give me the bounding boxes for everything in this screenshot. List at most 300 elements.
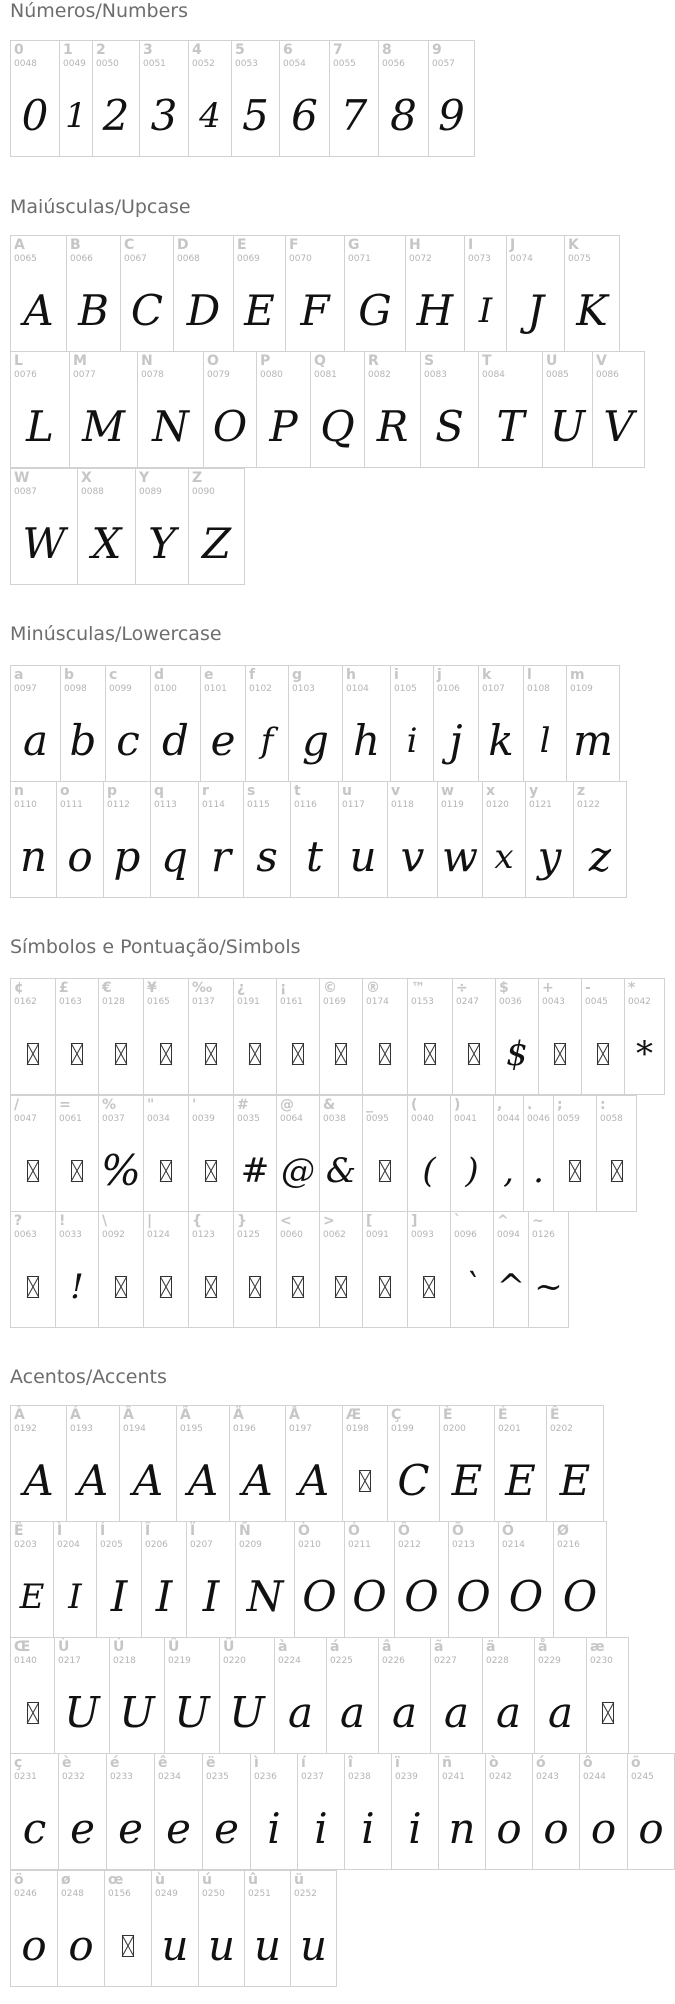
glyph-sample: d xyxy=(162,716,189,765)
character-label: p xyxy=(107,783,118,799)
character-code: 0121 xyxy=(529,800,552,810)
glyph-sample: o xyxy=(543,1804,569,1853)
glyph-cell xyxy=(581,978,625,1095)
character-code: 0050 xyxy=(96,59,119,69)
glyph-cell xyxy=(319,978,363,1095)
glyph-sample: z xyxy=(588,832,612,881)
character-label: > xyxy=(323,1213,335,1229)
glyph-cell xyxy=(391,1753,439,1870)
glyph-sample: a xyxy=(495,1688,522,1737)
glyph-sample: 7 xyxy=(340,91,368,140)
character-label: q xyxy=(154,783,165,799)
character-code: 0102 xyxy=(249,684,272,694)
glyph-sample: C xyxy=(397,1456,430,1505)
glyph-cell xyxy=(344,235,406,352)
glyph-sample: i xyxy=(361,1804,375,1853)
glyph-cell xyxy=(525,781,574,898)
glyph-cell xyxy=(534,1637,587,1754)
glyph-sample: f xyxy=(260,721,274,761)
glyph-cell xyxy=(188,1095,234,1212)
character-label: ô xyxy=(583,1755,593,1771)
character-code: 0088 xyxy=(81,487,104,497)
glyph-sample: 8 xyxy=(390,91,417,140)
character-label: Î xyxy=(145,1523,151,1539)
glyph-cell xyxy=(77,468,136,585)
glyph-cell xyxy=(596,1095,637,1212)
glyph-cell xyxy=(10,1637,55,1754)
glyph-sample: & xyxy=(325,1151,357,1191)
character-code: 0199 xyxy=(391,1424,414,1434)
glyph-cell xyxy=(55,1211,99,1328)
character-code: 0224 xyxy=(278,1656,301,1666)
missing-glyph-icon xyxy=(408,1019,452,1089)
character-code: 0075 xyxy=(568,254,591,264)
character-code: 0044 xyxy=(497,1114,520,1124)
character-label: s xyxy=(247,783,256,799)
character-code: 0115 xyxy=(247,800,270,810)
character-code: 0195 xyxy=(180,1424,203,1434)
character-code: 0165 xyxy=(147,997,170,1007)
character-label: û xyxy=(248,1872,258,1888)
glyph-row xyxy=(10,1405,603,1522)
character-label: v xyxy=(391,783,401,799)
glyph-cell xyxy=(297,1753,345,1870)
glyph-sample: a xyxy=(22,716,49,765)
character-label: æ xyxy=(590,1639,605,1655)
section-title: Acentos/Accents xyxy=(10,1366,167,1388)
glyph-sample: P xyxy=(269,402,298,451)
character-label: 9 xyxy=(432,42,442,58)
glyph-sample: V xyxy=(603,402,634,451)
glyph-sample: e xyxy=(70,1804,95,1853)
glyph-sample: Y xyxy=(148,519,176,568)
glyph-sample: O xyxy=(302,1572,337,1621)
character-label: [ xyxy=(366,1213,373,1229)
character-code: 0198 xyxy=(346,1424,369,1434)
character-label: x xyxy=(486,783,496,799)
character-code: 0244 xyxy=(583,1772,606,1782)
character-code: 0104 xyxy=(346,684,369,694)
glyph-sample: I xyxy=(68,1577,82,1617)
glyph-cell xyxy=(542,351,593,468)
character-label: Ó xyxy=(348,1523,360,1539)
glyph-sample: A xyxy=(132,1456,164,1505)
character-code: 0163 xyxy=(59,997,82,1007)
missing-glyph-icon xyxy=(189,1252,233,1322)
missing-glyph-icon xyxy=(582,1019,624,1089)
character-label: j xyxy=(437,667,442,683)
character-code: 0056 xyxy=(382,59,405,69)
character-code: 0210 xyxy=(298,1540,321,1550)
character-label: Í xyxy=(100,1523,106,1539)
character-label: 3 xyxy=(143,42,153,58)
character-label: è xyxy=(62,1755,72,1771)
character-label: / xyxy=(14,1097,20,1113)
character-code: 0156 xyxy=(108,1889,131,1899)
glyph-sample: i xyxy=(406,721,418,761)
glyph-sample: O xyxy=(456,1572,491,1621)
glyph-cell xyxy=(10,665,61,782)
glyph-sample: 5 xyxy=(242,91,269,140)
glyph-cell xyxy=(438,1753,486,1870)
character-label: } xyxy=(237,1213,247,1229)
character-code: 0216 xyxy=(557,1540,580,1550)
glyph-cell xyxy=(378,1637,431,1754)
character-code: 0252 xyxy=(294,1889,317,1899)
missing-glyph-icon xyxy=(597,1136,636,1206)
glyph-row xyxy=(10,1211,568,1328)
glyph-sample: * xyxy=(636,1034,653,1074)
character-label: y xyxy=(529,783,539,799)
glyph-sample: j xyxy=(449,716,463,765)
glyph-sample: k xyxy=(488,716,514,765)
character-code: 0087 xyxy=(14,487,37,497)
character-code: 0123 xyxy=(192,1230,215,1240)
character-code: 0079 xyxy=(207,370,230,380)
glyph-sample: a xyxy=(391,1688,418,1737)
character-code: 0035 xyxy=(237,1114,260,1124)
glyph-row xyxy=(10,351,644,468)
glyph-cell xyxy=(274,1637,327,1754)
character-code: 0101 xyxy=(204,684,227,694)
character-code: 0214 xyxy=(502,1540,525,1550)
glyph-sample: A xyxy=(298,1456,330,1505)
glyph-sample: o xyxy=(68,1921,94,1970)
character-label: 1 xyxy=(63,42,73,58)
glyph-cell xyxy=(478,351,543,468)
missing-glyph-icon xyxy=(453,1019,495,1089)
character-code: 0094 xyxy=(497,1230,520,1240)
character-label: Û xyxy=(168,1639,180,1655)
glyph-sample: h xyxy=(352,716,381,765)
character-label: ` xyxy=(454,1213,461,1229)
character-code: 0218 xyxy=(113,1656,136,1666)
character-code: 0225 xyxy=(330,1656,353,1666)
character-label: , xyxy=(497,1097,503,1113)
glyph-cell xyxy=(143,978,189,1095)
character-code: 0194 xyxy=(123,1424,146,1434)
glyph-sample: n xyxy=(448,1804,476,1853)
character-label: b xyxy=(64,667,75,683)
glyph-cell xyxy=(188,1211,234,1328)
glyph-cell xyxy=(10,1211,56,1328)
glyph-cell xyxy=(188,978,234,1095)
glyph-sample: n xyxy=(19,832,48,881)
glyph-cell xyxy=(566,665,620,782)
character-label: z xyxy=(577,783,586,799)
character-code: 0231 xyxy=(14,1772,37,1782)
glyph-sample: O xyxy=(212,402,248,451)
glyph-sample: b xyxy=(69,716,97,765)
glyph-cell xyxy=(250,1753,298,1870)
glyph-sample: e xyxy=(166,1804,191,1853)
glyph-sample: o xyxy=(496,1804,522,1853)
character-label: ê xyxy=(158,1755,168,1771)
glyph-cell xyxy=(151,1870,199,1987)
character-code: 0125 xyxy=(237,1230,260,1240)
character-code: 0091 xyxy=(366,1230,389,1240)
character-code: 0117 xyxy=(342,800,365,810)
character-code: 0246 xyxy=(14,1889,37,1899)
character-code: 0107 xyxy=(482,684,505,694)
glyph-sample: O xyxy=(562,1572,598,1621)
character-code: 0230 xyxy=(590,1656,613,1666)
character-label: - xyxy=(585,980,591,996)
glyph-cell xyxy=(203,351,257,468)
character-code: 0209 xyxy=(239,1540,262,1550)
glyph-cell xyxy=(10,978,56,1095)
character-label: m xyxy=(570,667,585,683)
character-label: d xyxy=(154,667,165,683)
character-code: 0058 xyxy=(600,1114,623,1124)
glyph-cell xyxy=(342,1405,388,1522)
missing-glyph-icon xyxy=(144,1252,188,1322)
character-code: 0057 xyxy=(432,59,455,69)
character-label: ™ xyxy=(411,980,425,996)
character-code: 0234 xyxy=(158,1772,181,1782)
glyph-sample: , xyxy=(503,1151,514,1191)
character-label: l xyxy=(527,667,532,683)
character-label: o xyxy=(60,783,70,799)
glyph-cell xyxy=(362,1095,408,1212)
character-label: ó xyxy=(536,1755,546,1771)
character-label: ç xyxy=(14,1755,23,1771)
character-label: À xyxy=(14,1407,25,1423)
glyph-sample: N xyxy=(152,402,189,451)
glyph-cell xyxy=(164,1637,220,1754)
character-label: D xyxy=(177,237,189,253)
character-label: e xyxy=(204,667,214,683)
glyph-cell xyxy=(338,781,388,898)
glyph-sample: C xyxy=(130,286,164,335)
glyph-cell xyxy=(58,1753,107,1870)
character-code: 0106 xyxy=(437,684,460,694)
character-code: 0207 xyxy=(190,1540,213,1550)
character-code: 0111 xyxy=(60,800,83,810)
character-label: . xyxy=(527,1097,533,1113)
glyph-sample: u xyxy=(161,1921,189,1970)
glyph-cell xyxy=(506,235,565,352)
glyph-sample: H xyxy=(416,286,454,335)
character-code: 0034 xyxy=(147,1114,170,1124)
glyph-sample: 4 xyxy=(199,96,221,136)
character-label: Y xyxy=(139,470,150,486)
glyph-sample: U xyxy=(119,1688,155,1737)
character-label: $ xyxy=(499,980,509,996)
glyph-cell xyxy=(326,1637,379,1754)
glyph-cell xyxy=(394,1521,449,1638)
character-label: Ø xyxy=(557,1523,569,1539)
glyph-cell xyxy=(319,1211,363,1328)
glyph-sample: I xyxy=(155,1572,173,1621)
glyph-sample: 3 xyxy=(150,91,178,140)
missing-glyph-icon xyxy=(363,1252,407,1322)
character-code: 0071 xyxy=(348,254,371,264)
missing-glyph-icon xyxy=(277,1252,319,1322)
character-code: 0078 xyxy=(141,370,164,380)
character-label: Ë xyxy=(14,1523,24,1539)
character-code: 0086 xyxy=(596,370,619,380)
glyph-cell xyxy=(231,40,280,157)
glyph-cell xyxy=(523,1095,554,1212)
glyph-sample: e xyxy=(210,716,236,765)
glyph-cell xyxy=(288,665,343,782)
character-label: g xyxy=(292,667,303,683)
glyph-sample: G xyxy=(358,286,392,335)
missing-glyph-icon xyxy=(99,1019,143,1089)
missing-glyph-icon xyxy=(277,1019,319,1089)
character-label: Ô xyxy=(398,1523,410,1539)
glyph-sample: l xyxy=(539,721,551,761)
character-code: 0098 xyxy=(64,684,87,694)
glyph-cell xyxy=(553,1095,597,1212)
character-code: 0095 xyxy=(366,1114,389,1124)
glyph-sample: ( xyxy=(422,1151,436,1191)
character-label: Ã xyxy=(180,1407,191,1423)
missing-glyph-icon xyxy=(539,1019,581,1089)
glyph-cell xyxy=(482,1637,535,1754)
glyph-cell xyxy=(279,40,330,157)
glyph-sample: I xyxy=(478,291,493,331)
character-label: ) xyxy=(454,1097,461,1113)
glyph-cell xyxy=(439,1405,495,1522)
character-label: W xyxy=(14,470,30,486)
character-code: 0039 xyxy=(192,1114,215,1124)
character-label: ÷ xyxy=(456,980,468,996)
glyph-row xyxy=(10,468,244,585)
glyph-cell xyxy=(344,1521,395,1638)
glyph-cell xyxy=(186,1521,236,1638)
glyph-sample: w xyxy=(442,832,478,881)
glyph-cell xyxy=(452,978,496,1095)
character-label: ù xyxy=(155,1872,165,1888)
glyph-cell xyxy=(290,1870,337,1987)
glyph-cell xyxy=(96,1521,142,1638)
glyph-cell xyxy=(233,1095,277,1212)
character-code: 0236 xyxy=(254,1772,277,1782)
glyph-sample: A xyxy=(23,286,54,335)
glyph-cell xyxy=(57,1870,105,1987)
glyph-cell xyxy=(98,1095,144,1212)
character-code: 0076 xyxy=(14,370,37,380)
character-label: à xyxy=(278,1639,288,1655)
glyph-sample: F xyxy=(300,286,330,335)
glyph-sample: U xyxy=(229,1688,265,1737)
character-code: 0081 xyxy=(314,370,337,380)
character-code: 0239 xyxy=(395,1772,418,1782)
glyph-row xyxy=(10,235,619,352)
glyph-sample: . xyxy=(533,1151,544,1191)
glyph-cell xyxy=(202,1753,251,1870)
glyph-cell xyxy=(188,468,245,585)
glyph-cell xyxy=(229,1405,286,1522)
glyph-sample: L xyxy=(26,402,54,451)
glyph-sample: c xyxy=(116,716,140,765)
glyph-cell xyxy=(310,351,365,468)
character-code: 0093 xyxy=(411,1230,434,1240)
glyph-cell xyxy=(344,1753,392,1870)
glyph-cell xyxy=(66,1405,120,1522)
character-code: 0047 xyxy=(14,1114,37,1124)
character-label: E xyxy=(237,237,247,253)
glyph-cell xyxy=(150,781,199,898)
character-code: 0112 xyxy=(107,800,130,810)
glyph-cell xyxy=(390,665,434,782)
glyph-sample: o xyxy=(590,1804,617,1853)
character-label: ® xyxy=(366,980,380,996)
character-label: ! xyxy=(59,1213,66,1229)
glyph-cell xyxy=(464,235,507,352)
glyph-cell xyxy=(69,351,138,468)
glyph-cell xyxy=(55,1095,99,1212)
character-code: 0205 xyxy=(100,1540,123,1550)
glyph-sample: i xyxy=(408,1804,422,1853)
glyph-sample: Z xyxy=(201,519,232,568)
missing-glyph-icon xyxy=(56,1136,98,1206)
character-code: 0084 xyxy=(482,370,505,380)
character-code: 0063 xyxy=(14,1230,37,1240)
character-label: t xyxy=(294,783,301,799)
character-label: Q xyxy=(314,353,326,369)
missing-glyph-icon xyxy=(587,1678,628,1748)
character-label: ø xyxy=(61,1872,71,1888)
glyph-sample: @ xyxy=(281,1151,315,1191)
glyph-cell xyxy=(433,665,479,782)
character-label: : xyxy=(600,1097,606,1113)
character-label: Ò xyxy=(298,1523,310,1539)
glyph-cell xyxy=(135,468,189,585)
character-label: É xyxy=(498,1407,508,1423)
glyph-sample: R xyxy=(376,402,409,451)
glyph-cell xyxy=(119,1405,177,1522)
character-code: 0089 xyxy=(139,487,162,497)
glyph-sample: E xyxy=(451,1456,483,1505)
character-code: 0242 xyxy=(489,1772,512,1782)
glyph-row xyxy=(10,1870,336,1987)
glyph-sample: O xyxy=(404,1572,439,1621)
character-code: 0070 xyxy=(289,254,312,264)
glyph-cell xyxy=(448,1521,499,1638)
character-code: 0066 xyxy=(70,254,93,264)
character-label: * xyxy=(628,980,636,996)
character-code: 0040 xyxy=(411,1114,434,1124)
character-label: @ xyxy=(280,1097,294,1113)
character-label: ~ xyxy=(532,1213,544,1229)
glyph-sample: 9 xyxy=(438,91,465,140)
glyph-cell xyxy=(10,40,60,157)
section-title: Maiúsculas/Upcase xyxy=(10,196,191,218)
character-code: 0211 xyxy=(348,1540,371,1550)
character-code: 0212 xyxy=(398,1540,421,1550)
glyph-cell xyxy=(200,665,246,782)
glyph-cell xyxy=(495,978,539,1095)
character-code: 0068 xyxy=(177,254,200,264)
character-label: X xyxy=(81,470,92,486)
glyph-sample: o xyxy=(67,832,93,881)
glyph-cell xyxy=(55,978,99,1095)
missing-glyph-icon xyxy=(11,1019,55,1089)
character-label: c xyxy=(109,667,118,683)
character-label: Õ xyxy=(452,1523,464,1539)
missing-glyph-icon xyxy=(234,1019,276,1089)
character-code: 0196 xyxy=(233,1424,256,1434)
character-code: 0033 xyxy=(59,1230,82,1240)
glyph-sample: ) xyxy=(465,1151,479,1191)
glyph-sample: T xyxy=(496,402,525,451)
character-label: ã xyxy=(434,1639,444,1655)
glyph-sample: U xyxy=(549,402,586,451)
character-label: Ê xyxy=(550,1407,560,1423)
